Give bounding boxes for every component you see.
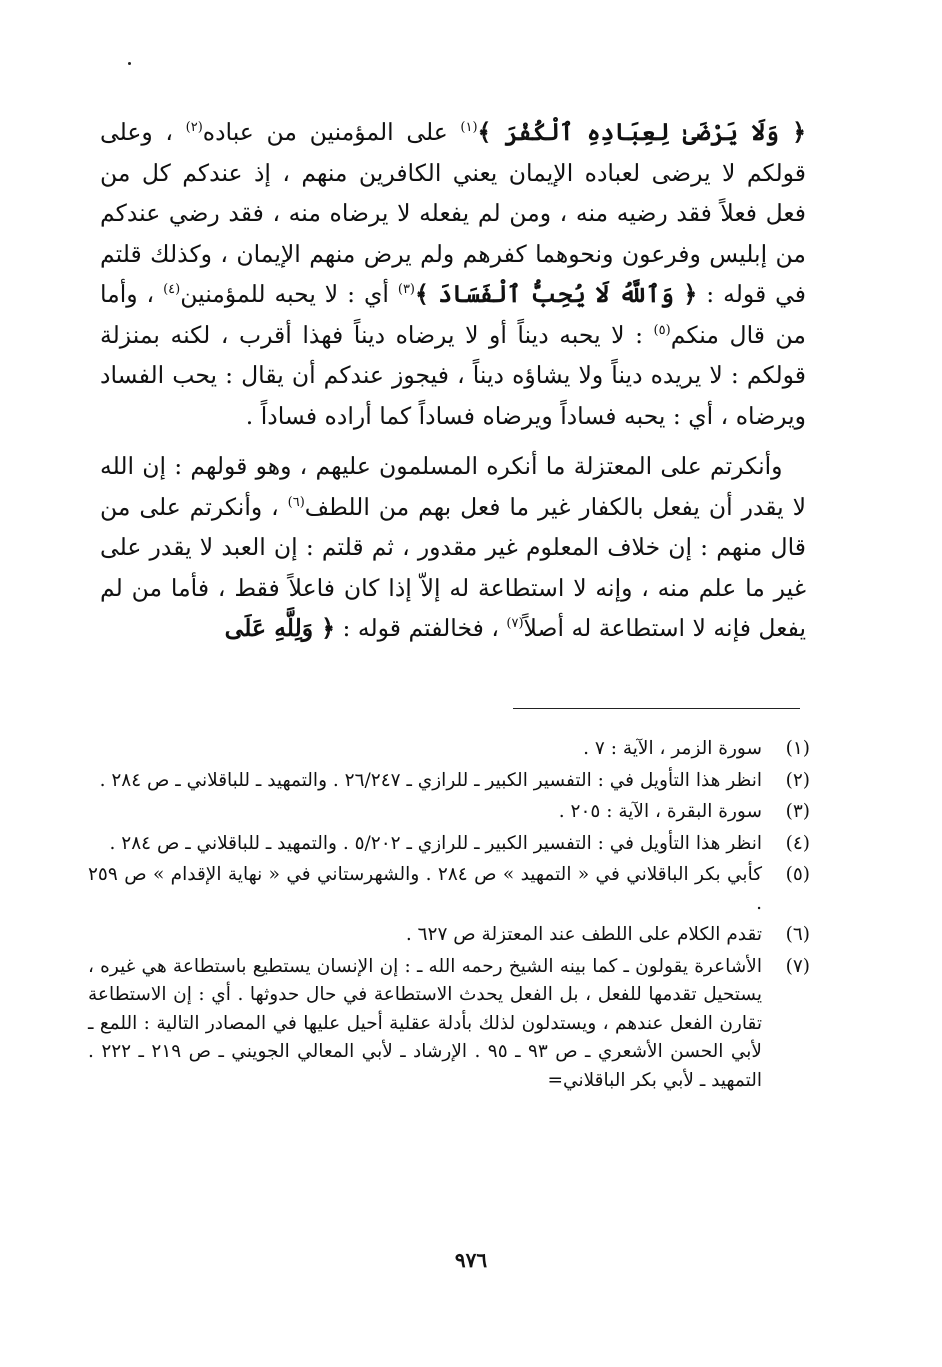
footnote-item xyxy=(88,861,810,918)
footnote-number: (٢) xyxy=(785,769,810,791)
footnote-text: انظر هذا التأويل في : التفسير الكبير ـ للرازي ـ ٥/٢٠٢ . والتمهيد ـ للباقلاني ـ ص ٢٨٤ . xyxy=(109,832,762,854)
footnote-number: (٤) xyxy=(785,832,810,854)
footnote-item xyxy=(88,830,810,859)
footnote-ref-4: (٤) xyxy=(163,282,181,298)
text-segment: ، فخالفتم قوله : xyxy=(335,614,507,642)
footnote-ref-7: (٧) xyxy=(506,616,524,632)
footnote-ref-2: (٢) xyxy=(185,120,203,136)
footnote-ref-6: (٦) xyxy=(287,494,305,510)
footnote-number: (١) xyxy=(785,738,810,759)
text-segment: على المؤمنين من عباده xyxy=(202,118,461,146)
quran-verse: ﴿ وَلَا يَرْضَىٰ لِعِبَادِهِ ٱلْكُفْرَ ﴾ xyxy=(477,118,807,146)
main-text-block xyxy=(100,112,806,649)
footnote-text: سورة البقرة ، الآية : ٢٠٥ . xyxy=(558,801,762,822)
text-segment: : لا يحبه ديناً أو لا يرضاه ديناً فهذا أقرب ، لكنه بمنزلة قولكم : لا يريده ديناً ولا يشاؤه ديناً ، فيجوز عندكم أن يقال : يحب الفساد ويرضاه ، أي : يحبه فساداً ويرضاه فساداً كما أراده فساداً . xyxy=(100,320,806,430)
quran-verse: ﴿ وَلِلَّهِ عَلَى xyxy=(224,614,336,642)
footnote-number: (٣) xyxy=(785,801,810,822)
footnote-text: سورة الزمر ، الآية : ٧ . xyxy=(583,738,762,759)
footnote-text: انظر هذا التأويل في : التفسير الكبير ـ للرازي ـ ٢٦/٢٤٧ . والتمهيد ـ للباقلاني ـ ص ٢٨٤ . xyxy=(99,769,762,791)
quran-verse: ﴿ وَٱللَّهُ لَا يُحِبُّ ٱلْفَسَادَ ﴾ xyxy=(415,280,698,308)
footnote-number: (٧) xyxy=(785,955,810,977)
text-segment: ، وعلى قولكم لا يرضى لعباده الإيمان يعني الكافرين منهم ، إذ عندكم كل من فعل فعلاً فقد رضيه منه ، ومن لم يفعله لا يرضاه منه ، فقد رضي عندكم من إبليس وفرعون ونحوهما كفرهم ولم يرض منهم الإيمان ، وكذلك قلتم في قوله : xyxy=(100,118,806,308)
page-number: ٩٧٦ xyxy=(454,1248,488,1272)
footnote-text: كأبي بكر الباقلاني في « التمهيد » ص ٢٨٤ . والشهرستاني في « نهاية الإقدام » ص ٢٥٩ . xyxy=(88,864,763,914)
main-paragraph-2 xyxy=(100,446,806,649)
footnote-item xyxy=(88,767,810,796)
footnotes-section xyxy=(88,735,810,1098)
print-speck xyxy=(128,62,131,65)
text-segment: ، وأما من قال منكم xyxy=(100,280,806,349)
footnote-number: (٦) xyxy=(785,924,810,945)
text-segment: ، وأنكرتم على من قال منهم : إن خلاف المعلوم غير مقدور ، ثم قلتم : إن العبد لا يقدر على غير ما علم منه ، وإنه لا استطاعة له إلاّ إذا كان فاعلاً فقط ، فأما من لم يفعل فإنه لا استطاعة له أصلاً xyxy=(100,492,806,642)
footnote-number: (٥) xyxy=(785,864,810,885)
footnote-ref-3: (٣) xyxy=(397,282,415,298)
footnote-item xyxy=(88,735,810,764)
footnote-ref-1: (١) xyxy=(460,120,478,136)
footnote-item xyxy=(88,953,810,1096)
footnote-text: تقدم الكلام على اللطف عند المعتزلة ص ٦٢٧ . xyxy=(405,924,762,945)
footnote-separator xyxy=(513,708,800,709)
main-paragraph-1 xyxy=(100,112,806,436)
text-segment: أي : لا يحبه للمؤمنين xyxy=(180,280,398,308)
footnote-ref-5: (٥) xyxy=(653,322,671,338)
text-segment: وأنكرتم على المعتزلة ما أنكره المسلمون عليهم ، وهو قولهم : إن الله لا يقدر أن يفعل بالكفار غير ما فعل بهم من اللطف xyxy=(100,452,807,521)
footnote-item xyxy=(88,921,810,950)
footnote-text: الأشاعرة يقولون ـ كما بينه الشيخ رحمه الله ـ : إن الإنسان يستطيع باستطاعة هي غيره ، يستحيل تقدمها للفعل ، بل الفعل يحدث الاستطاعة في حال حدوثها . أي : إن الاستطاعة تقارن الفعل عندهم ، ويستدلون لذلك بأدلة عقلية أحيل عليها في المصادر التالية : اللمع ـ لأبي الحسن الأشعري ـ ص ٩٣ ـ ٩٥ . الإرشاد ـ لأبي المعالي الجويني ـ ص ٢١٩ ـ ٢٢٢ . التمهيد ـ لأبي بكر الباقلاني= xyxy=(88,955,762,1091)
footnote-item xyxy=(88,798,810,827)
